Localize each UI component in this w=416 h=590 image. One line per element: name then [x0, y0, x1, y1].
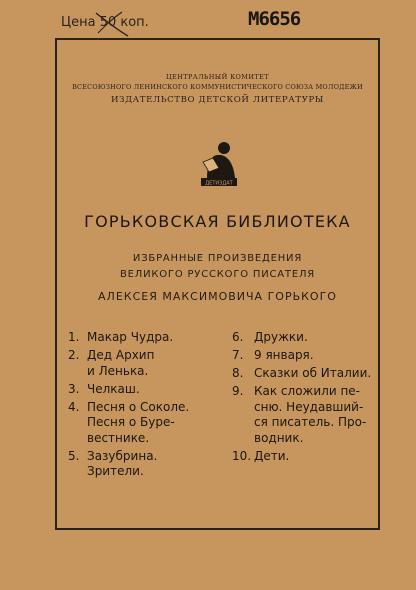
contents-item: 2. Дед Архип и Ленька.	[68, 348, 155, 378]
contents-item: 6. Дружки.	[232, 330, 308, 344]
publisher-line-3: ИЗДАТЕЛЬСТВО ДЕТСКОЙ ЛИТЕРАТУРЫ	[111, 95, 324, 105]
handwritten-strike-icon	[92, 9, 132, 39]
contents-item: 10. Дети.	[232, 448, 290, 463]
cover-frame	[55, 38, 380, 530]
logo-label: ДЕТИЗДАТ	[205, 180, 233, 187]
publisher-line-2: ВСЕСОЮЗНОГО ЛЕНИНСКОГО КОММУНИСТИЧЕСКОГО СОЮЗА МОЛОДЕЖИ	[72, 83, 363, 91]
inventory-stamp: М6656	[248, 8, 301, 30]
contents-right-column	[232, 330, 377, 467]
author-name: АЛЕКСЕЯ МАКСИМОВИЧА ГОРЬКОГО	[98, 290, 337, 303]
subtitle-line-1: ИЗБРАННЫЕ ПРОИЗВЕДЕНИЯ	[132, 253, 303, 264]
contents-item: 5. Зазубрина. Зрители.	[68, 448, 158, 478]
contents-item: 3. Челкаш.	[68, 381, 140, 396]
subtitle-line-2: ВЕЛИКОГО РУССКОГО ПИСАТЕЛЯ	[119, 269, 316, 280]
contents-item: 7. 9 января.	[232, 348, 314, 362]
reader-emblem-icon	[197, 138, 241, 188]
contents-left-column	[68, 330, 233, 482]
contents-item: 8. Сказки об Италии.	[232, 366, 372, 380]
price-label: Цена 50 коп.	[61, 15, 149, 30]
contents-item: 9. Как сложили пе- сню. Неудавший- ся писатель. Про- водник.	[232, 384, 367, 445]
publisher-line-1: ЦЕНТРАЛЬНЫЙ КОМИТЕТ	[165, 73, 269, 81]
contents-item: 1. Макар Чудра.	[68, 330, 174, 344]
series-title: ГОРЬКОВСКАЯ БИБЛИОТЕКА	[84, 212, 351, 231]
contents-item: 4. Песня о Соколе. Песня о Буре- вестнике.	[68, 399, 190, 445]
